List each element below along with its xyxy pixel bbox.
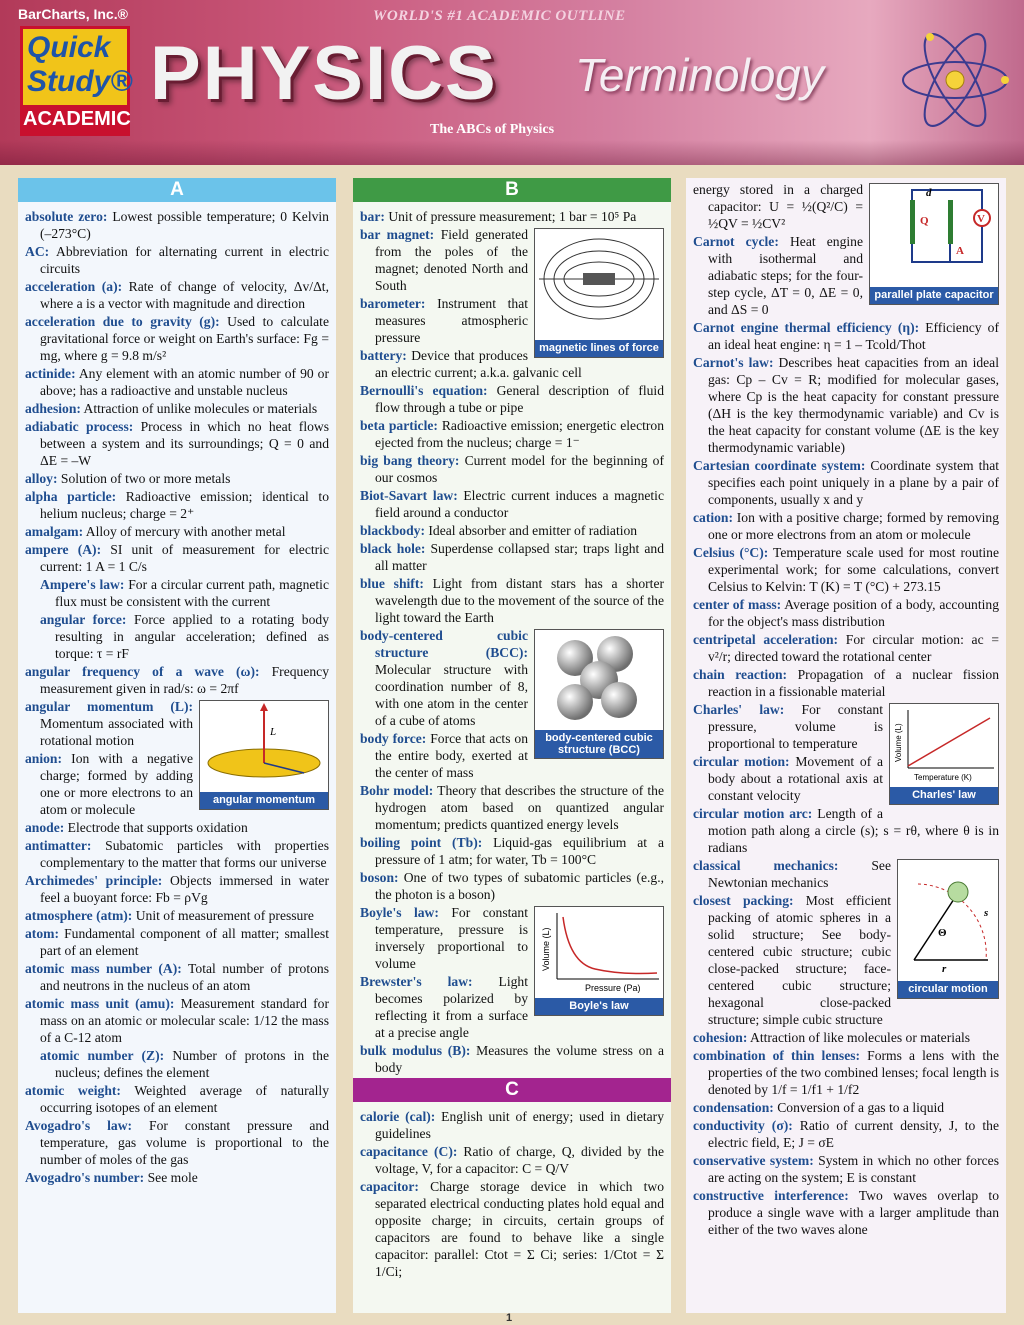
term-list-c-start [360,1108,664,1280]
glossary-term: black hole: [360,541,426,556]
charles-law-graph [890,704,998,788]
glossary-definition: Total number of protons and neutrons in the nucleus of an atom [40,961,329,993]
glossary-definition: Ratio of charge, Q, divided by the voltage, V, for a capacitor: C = Q/V [375,1144,664,1176]
glossary-definition: Most efficient packing of atomic spheres in a solid structure; See body-centered cubic structure; cubic close-packed structure; face-centered cubic structure; hexagonal close-packed structure; simple cubic structure [708,893,891,1027]
figure-angular-momentum [199,700,329,810]
glossary-entry [360,1108,664,1142]
glossary-term: Avogadro's number: [25,1170,145,1185]
figure-caption: Charles' law [890,787,998,804]
boyles-xlabel: Pressure (Pa) [585,983,641,993]
glossary-definition: Instrument that measures atmospheric pressure [375,296,528,345]
glossary-term: angular momentum (L): [25,699,193,714]
glossary-term: bar magnet: [360,227,435,242]
page-subtitle: The ABCs of Physics [430,122,555,137]
logo-line-academic: ACADEMIC [23,105,127,133]
glossary-entry [360,417,664,451]
glossary-definition: Light becomes polarized by reflecting it from a surface at a precise angle [375,974,528,1040]
tagline: WORLD'S #1 ACADEMIC OUTLINE [373,8,626,24]
glossary-definition: Lowest possible temperature; 0 Kelvin (–273°C) [40,209,329,241]
glossary-definition: For constant temperature, pressure is inversely proportional to volume [375,905,528,971]
glossary-entry [360,522,664,539]
glossary-entry [25,418,329,469]
glossary-entry [25,1117,329,1168]
glossary-definition: Coordinate system that specifies each point uniquely in a plane by a pair of components, usually x and y [708,458,999,507]
section-header-c: C [353,1078,671,1102]
glossary-term: Bohr model: [360,783,434,798]
glossary-definition: Ion with a negative charge; formed by adding one or more electrons to an atom or molecule [40,751,193,817]
glossary-entry [25,907,329,924]
angular-momentum-label-l: L [270,726,277,738]
glossary-definition: Movement of a body about a rotational axis at constant velocity [708,754,884,803]
glossary-term: center of mass: [693,597,782,612]
glossary-term: barometer: [360,296,426,311]
glossary-entry [693,631,999,665]
glossary-definition: Electric current induces a magnetic field around a conductor [375,488,664,520]
glossary-definition: Attraction of like molecules or materials [747,1030,971,1045]
glossary-entry [25,243,329,277]
glossary-definition: Electrode that supports oxidation [64,820,248,835]
circular-label-theta: Θ [938,927,947,939]
glossary-term: constructive interference: [693,1188,849,1203]
glossary-entry [25,925,329,959]
glossary-definition: Radioactive emission; energetic electron ejected from the nucleus; charge = 1⁻ [375,418,664,450]
glossary-term: acceleration (a): [25,279,123,294]
glossary-term: Ampere's law: [40,577,125,592]
glossary-term: cation: [693,510,734,525]
glossary-term: body-centered cubic structure (BCC): [360,628,528,660]
glossary-definition: See mole [144,1170,198,1185]
glossary-entry [25,819,329,836]
glossary-entry [25,576,329,610]
circular-label-r: r [942,963,947,975]
glossary-definition: Solution of two or more metals [57,471,231,486]
glossary-definition: Frequency measurement given in rad/s: ω = 2πf [40,664,330,696]
glossary-definition: For constant pressure and temperature, gas volume is proportional to the number of moles of the gas [40,1118,329,1167]
glossary-entry [693,666,999,700]
glossary-definition: Any element with an atomic number of 90 or above; has a radioactive and unstable nucleus [40,366,329,398]
figure-caption: parallel plate capacitor [870,287,998,304]
glossary-definition: Superdense collapsed star; traps light and all matter [375,541,664,573]
glossary-definition: Propagation of a nuclear fission reaction in a fissionable material [708,667,999,699]
glossary-term: Celsius (°C): [693,545,769,560]
glossary-definition: Field generated from the poles of the magnet; denoted North and South [375,227,528,293]
glossary-term: Archimedes' principle: [25,873,163,888]
glossary-term: big bang theory: [360,453,460,468]
glossary-definition: Ideal absorber and emitter of radiation [424,523,638,538]
figure-bcc [534,629,664,759]
header-banner [0,0,1024,165]
glossary-term: bar: [360,209,385,224]
glossary-definition: Current model for the beginning of our cosmos [375,453,665,485]
glossary-term: circular motion arc: [693,806,813,821]
glossary-entry [25,208,329,242]
glossary-entry [360,1042,664,1076]
glossary-definition: Process in which no heat flows between a system and its surroundings; Q = 0 and ΔE = –W [40,419,329,468]
glossary-definition: Unit of pressure measurement; 1 bar = 10⁵ Pa [384,209,637,224]
glossary-definition: Liquid-gas equilibrium at a pressure of 1 atm; for water, Tb = 100°C [375,835,664,867]
glossary-definition: Abbreviation for alternating current in electric circuits [40,244,329,276]
glossary-entry [693,1187,999,1238]
plate-label-v: V [977,213,985,225]
glossary-term: cohesion: [693,1030,748,1045]
plate-label-q: Q [920,215,929,227]
glossary-definition: Used to calculate gravitational force or weight on Earth's surface: Fg = mg, where g = 9.8 m/s² [40,314,329,363]
glossary-definition: Temperature scale used for most routine experimental work; for some calculations, convert Celsius to Kelvin: T (K) = T (°C) + 273.15 [708,545,999,594]
glossary-entry [25,1169,329,1186]
figure-caption: Boyle's law [535,998,663,1015]
glossary-term: combination of thin lenses: [693,1048,861,1063]
glossary-definition: Length of a motion path along a circle (s); s = rθ, where θ is in radians [708,806,999,855]
glossary-definition: SI unit of measurement for electric current: 1 A = 1 C/s [40,542,329,574]
glossary-definition: Unit of measurement of pressure [132,908,314,923]
glossary-definition: Momentum associated with rotational motion [40,716,193,748]
glossary-entry [25,541,329,575]
glossary-definition: Force applied to a rotating body resulting in angular acceleration; defined as torque: τ = rF [55,612,329,661]
glossary-term: acceleration due to gravity (g): [25,314,220,329]
glossary-term: capacitor: [360,1179,419,1194]
logo-line-quick: Quick [27,31,111,64]
glossary-definition: One of two types of subatomic particles (e.g., the photon is a boson) [375,870,664,902]
glossary-term: body force: [360,731,427,746]
glossary-term: Avogadro's law: [25,1118,133,1133]
bcc-diagram [535,630,663,728]
glossary-term: conservative system: [693,1153,814,1168]
glossary-term: atmosphere (atm): [25,908,133,923]
glossary-definition: Ratio of current density, J, to the electric field, E; J = σE [708,1118,999,1150]
quickstudy-logo [20,26,133,136]
glossary-entry [360,487,664,521]
glossary-term: antimatter: [25,838,92,853]
column-c-entries [686,178,1006,1238]
glossary-definition: Attraction of unlike molecules or materials [80,401,318,416]
glossary-definition: Molecular structure with coordination number of 8, with one atom in the center of a cube of atoms [375,662,528,728]
glossary-definition: Alloy of mercury with another metal [83,524,286,539]
column-b [353,178,671,1313]
glossary-entry [693,805,999,856]
glossary-entry [25,278,329,312]
glossary-definition: See Newtonian mechanics [708,858,891,890]
glossary-definition: For circular motion: ac = v²/r; directed toward the rotational center [708,632,999,664]
glossary-entry [693,319,999,353]
glossary-definition: For a circular current path, magnetic flux must be consistent with the current [55,577,329,609]
glossary-entry [25,1047,329,1081]
glossary-entry [360,1143,664,1177]
glossary-term: Brewster's law: [360,974,473,989]
glossary-term: atomic weight: [25,1083,121,1098]
glossary-entry [25,365,329,399]
magnetic-lines-diagram [535,229,663,329]
glossary-definition: Conversion of a gas to a liquid [773,1100,945,1115]
glossary-entry [25,960,329,994]
figure-magnetic-lines [534,228,664,358]
column-b-entries [353,202,671,1076]
glossary-definition: Charge storage device in which two separated electrical conducting plates hold equal and opposite charge; in circuits, certain groups of capacitors are found to behave like a single capacitor: parallel: Ctot = Σ Ci; series: 1/Ctot = Σ 1/Ci; [375,1179,664,1279]
glossary-entry [360,834,664,868]
column-c [686,178,1006,1313]
glossary-term: battery: [360,348,407,363]
glossary-entry [360,382,664,416]
glossary-entry [360,782,664,833]
glossary-term: Cartesian coordinate system: [693,458,866,473]
glossary-entry [693,457,999,508]
glossary-definition: Light from distant stars has a shorter wavelength due to the movement of the source of the light toward the Earth [375,576,665,625]
glossary-term: blue shift: [360,576,424,591]
glossary-term: amalgam: [25,524,84,539]
glossary-term: AC: [25,244,50,259]
glossary-entry [360,869,664,903]
glossary-definition: energy stored in a charged capacitor: U = ½(Q²/C) = ½QV = ½CV² [693,182,863,231]
term-list-c [693,181,999,1238]
page-number: 1 [506,1312,513,1324]
figure-circular-motion [897,859,999,999]
glossary-term: Biot-Savart law: [360,488,458,503]
glossary-term: ampere (A): [25,542,102,557]
glossary-term: Carnot engine thermal efficiency (η): [693,320,920,335]
glossary-definition: Forms a lens with the properties of the two combined lenses; focal length is denoted by 1/f = 1/f1 + 1/f2 [708,1048,999,1097]
parallel-plate-diagram [870,184,998,276]
glossary-term: capacitance (C): [360,1144,458,1159]
glossary-term: closest packing: [693,893,794,908]
glossary-definition: Measurement standard for mass on an atomic or molecular scale: 1/12 the mass of a C-12 atom [40,996,329,1045]
glossary-term: beta particle: [360,418,438,433]
section-header-a: A [18,178,336,202]
term-list-a [25,208,329,1186]
glossary-term: calorie (cal): [360,1109,436,1124]
glossary-definition: System in which no other forces are acting on the system; E is constant [708,1153,999,1185]
glossary-definition: Heat engine with isothermal and adiabatic steps; for the four-step cycle, ΔT = 0, ΔE = 0, and ΔS = 0 [708,234,863,317]
column-a-entries [18,202,336,1186]
glossary-definition: Theory that describes the structure of the hydrogen atom based on quantized angular momentum; predicts quantized energy levels [375,783,664,832]
column-b-c-entries [353,1102,671,1280]
glossary-term: Boyle's law: [360,905,439,920]
glossary-definition: Number of protons in the nucleus; defines the element [55,1048,329,1080]
glossary-definition: Ion with a positive charge; formed by removing one or more electrons from an atom or molecule [708,510,999,542]
glossary-entry [360,575,664,626]
glossary-term: adiabatic process: [25,419,134,434]
glossary-definition: General description of fluid flow through a tube or pipe [375,383,664,415]
glossary-term: conductivity (σ): [693,1118,793,1133]
glossary-entry [25,663,329,697]
boyles-law-graph [535,907,663,999]
figure-parallel-plate [869,183,999,305]
glossary-definition: Fundamental component of all matter; smallest part of an element [40,926,329,958]
glossary-entry [693,1047,999,1098]
glossary-term: Bernoulli's equation: [360,383,488,398]
glossary-term: Carnot's law: [693,355,774,370]
atom-icon [895,25,1015,135]
glossary-definition: For constant pressure, volume is proportional to temperature [708,702,884,751]
figure-caption: circular motion [898,981,998,998]
boyles-ylabel: Volume (L) [541,927,551,971]
header-band [0,140,1024,165]
glossary-entry [693,1117,999,1151]
glossary-term: Carnot cycle: [693,234,779,249]
glossary-entry [25,470,329,487]
glossary-definition: Efficiency of an ideal heat engine: η = 1 – Tcold/Thot [708,320,999,352]
charles-xlabel: Temperature (K) [914,773,972,782]
glossary-term: angular force: [40,612,127,627]
glossary-term: circular motion: [693,754,790,769]
figure-caption: angular momentum [200,792,328,809]
glossary-entry [25,1082,329,1116]
glossary-entry [25,400,329,417]
glossary-term: atomic mass unit (amu): [25,996,175,1011]
angular-momentum-diagram [200,701,328,793]
glossary-term: Charles' law: [693,702,785,717]
glossary-definition: Subatomic particles with properties complementary to the matter that forms our universe [40,838,329,870]
glossary-entry [25,488,329,522]
glossary-entry [360,452,664,486]
glossary-definition: Objects immersed in water feel a buoyant force: Fb = ρVg [40,873,329,905]
glossary-term: atomic number (Z): [40,1048,165,1063]
circular-motion-diagram [898,860,998,978]
plate-label-d: d [926,187,932,199]
glossary-entry [25,313,329,364]
glossary-definition: Measures the volume stress on a body [375,1043,664,1075]
glossary-definition: Rate of change of velocity, Δv/Δt, where a is a vector with magnitude and direction [40,279,329,311]
glossary-term: classical mechanics: [693,858,839,873]
glossary-term: adhesion: [25,401,81,416]
glossary-entry [693,1152,999,1186]
glossary-entry [360,1178,664,1280]
glossary-definition: Force that acts on the entire body, exerted at the center of mass [375,731,528,780]
section-header-b: B [353,178,671,202]
glossary-definition: Radioactive emission; identical to helium nucleus; charge = 2⁺ [40,489,329,521]
figure-caption: magnetic lines of force [535,340,663,357]
figure-boyles-law [534,906,664,1016]
glossary-term: absolute zero: [25,209,108,224]
glossary-term: condensation: [693,1100,774,1115]
glossary-definition: Two waves overlap to produce a single wave with a larger amplitude than either of the two waves alone [708,1188,999,1237]
glossary-term: bulk modulus (B): [360,1043,471,1058]
glossary-definition: Weighted average of naturally occurring isotopes of an element [40,1083,329,1115]
glossary-entry [25,872,329,906]
glossary-definition: Describes heat capacities from an ideal gas: Cp – Cv = R; modified for molecular gases, where Cp is the heat capacity for constant pressure (ΔH is the key thermodynamic variable) and Cv is the heat capacity for constant volume (ΔE is the key thermodynamic variable) [708,355,999,455]
column-a [18,178,336,1313]
logo-line-study: Study® [27,65,133,98]
glossary-entry [693,1029,999,1046]
circular-label-s: s [984,907,989,919]
glossary-term: anion: [25,751,63,766]
glossary-term: actinide: [25,366,76,381]
glossary-term: anode: [25,820,65,835]
glossary-term: boson: [360,870,399,885]
glossary-entry [25,523,329,540]
glossary-definition: English unit of energy; used in dietary guidelines [375,1109,665,1141]
glossary-definition: Device that produces an electric current; a.k.a. galvanic cell [375,348,582,380]
glossary-entry [693,509,999,543]
page-title: PHYSICS [150,31,498,116]
glossary-term: angular frequency of a wave (ω): [25,664,260,679]
figure-charles-law [889,703,999,805]
glossary-term: atom: [25,926,59,941]
glossary-term: atomic mass number (A): [25,961,182,976]
charles-ylabel: Volume (L) [894,723,903,762]
glossary-term: alpha particle: [25,489,117,504]
glossary-entry [25,837,329,871]
glossary-entry [693,596,999,630]
term-list-b [360,208,664,1076]
glossary-entry [693,544,999,595]
page-title-script: Terminology [575,49,824,101]
glossary-term: chain reaction: [693,667,788,682]
glossary-definition: Average position of a body, accounting for the object's mass distribution [708,597,999,629]
glossary-entry [25,611,329,662]
glossary-entry [693,1099,999,1116]
glossary-term: alloy: [25,471,58,486]
glossary-entry [360,540,664,574]
glossary-term: boiling point (Tb): [360,835,483,850]
figure-caption: body-centered cubic structure (BCC) [535,730,663,758]
glossary-entry [693,354,999,456]
glossary-term: centripetal acceleration: [693,632,839,647]
plate-label-a: A [956,245,964,257]
glossary-term: blackbody: [360,523,425,538]
glossary-entry [25,995,329,1046]
brand-name: BarCharts, Inc.® [18,6,128,22]
glossary-entry [360,208,664,225]
